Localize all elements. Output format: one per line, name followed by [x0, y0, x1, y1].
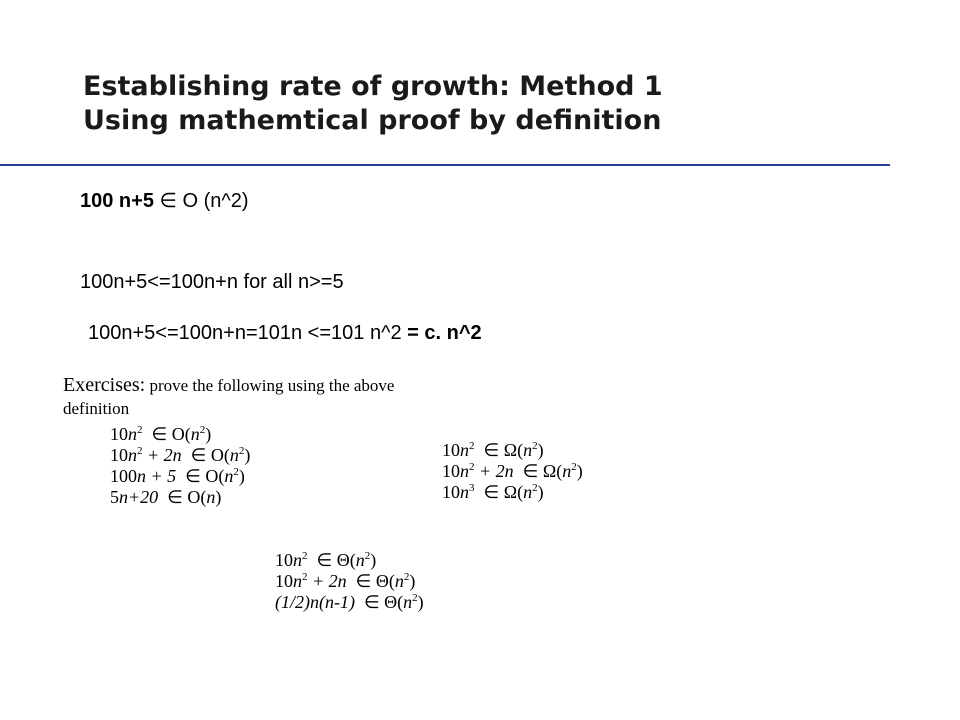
- argument-variable: n: [523, 482, 533, 502]
- title-line-2: Using mathemtical proof by definition: [83, 105, 662, 136]
- extra-terms: + 2n: [142, 445, 182, 465]
- exponent: 2: [302, 550, 308, 562]
- exponent: 2: [469, 461, 475, 473]
- coefficient: 10: [442, 461, 460, 481]
- proof-step-1: 100n+5<=100n+n for all n>=5: [80, 271, 344, 293]
- argument-variable: n: [224, 466, 234, 486]
- variable: n: [293, 550, 302, 570]
- argument-exponent: 2: [532, 440, 538, 452]
- extra-terms: + 2n: [474, 461, 514, 481]
- coefficient: 10: [442, 482, 460, 502]
- exercise-item: $10n^2 + 2n$ ∈ $\Omega(n^2)$: [442, 461, 583, 481]
- argument-exponent: 2: [238, 445, 245, 457]
- coefficient: 10: [110, 445, 128, 465]
- argument-exponent: 2: [412, 592, 418, 604]
- element-of-symbol: ∈: [355, 571, 372, 591]
- variable: n: [128, 424, 137, 444]
- exercise-item: $10n^2 + 2n$ ∈ $O(n^2)$: [110, 445, 251, 465]
- exercise-item: $10n^2 + 2n$ ∈ $\Theta(n^2)$: [275, 571, 416, 591]
- argument-variable: n: [394, 571, 404, 591]
- complexity-class: O: [205, 466, 219, 486]
- exercise-item: $10n^2$ ∈ $O(n^2)$: [110, 424, 212, 444]
- argument-exponent: 2: [571, 461, 577, 473]
- proof-step-2-text: 100n+5<=100n+n=101n <=101 n^2: [88, 322, 408, 344]
- exercise-item: $10n^2$ ∈ $\Theta(n^2)$: [275, 550, 377, 570]
- argument-exponent: 2: [233, 466, 239, 478]
- big-o-exercises: [110, 424, 250, 508]
- argument-variable: n: [355, 550, 365, 570]
- theta-exercises: [275, 550, 424, 613]
- exponent: 2: [137, 424, 143, 436]
- coefficient: 5: [110, 487, 119, 507]
- omega-exercises: [442, 440, 583, 503]
- element-of-symbol: ∈: [522, 461, 539, 481]
- extra-terms: +20: [128, 487, 159, 507]
- exercises-instruction: prove the following using the above: [145, 376, 395, 395]
- argument-variable: n: [229, 445, 239, 465]
- proof-step-2-conclusion: = c. n^2: [407, 322, 482, 344]
- element-of-symbol: ∈: [167, 487, 183, 507]
- coefficient: 10: [275, 550, 293, 570]
- slide-title: [83, 70, 663, 138]
- coefficient: 100: [110, 466, 137, 486]
- variable: n: [119, 487, 128, 507]
- argument-variable: n: [562, 461, 572, 481]
- variable: n: [128, 445, 137, 465]
- element-of-symbol: ∈: [151, 424, 168, 444]
- complexity-class: Ω: [503, 440, 518, 460]
- exponent: 2: [302, 571, 308, 583]
- element-of-symbol: ∈: [483, 482, 500, 502]
- exercise-item: $10n^2$ ∈ $\Omega(n^2)$: [442, 440, 544, 460]
- coefficient: 10: [442, 440, 460, 460]
- argument-variable: n: [403, 592, 413, 612]
- exponent: 2: [469, 440, 475, 452]
- title-divider: [0, 164, 890, 166]
- coefficient: 10: [275, 571, 293, 591]
- element-of-symbol: ∈: [185, 466, 201, 486]
- argument-exponent: 2: [403, 571, 410, 583]
- expression: (1/2)n(n-1): [275, 592, 355, 612]
- complexity-class: O: [171, 424, 185, 444]
- complexity-class: Θ: [375, 571, 389, 591]
- claim-statement: [80, 188, 249, 213]
- variable: n: [293, 571, 302, 591]
- title-line-1: Establishing rate of growth: Method 1: [83, 71, 663, 102]
- variable: n: [460, 482, 469, 502]
- exercise-item: $10n^3$ ∈ $\Omega(n^2)$: [442, 482, 544, 502]
- variable: n: [460, 440, 469, 460]
- exponent: 2: [137, 445, 143, 457]
- exponent: 3: [469, 482, 475, 494]
- argument-exponent: 2: [532, 482, 538, 494]
- extra-terms: + 5: [146, 466, 177, 486]
- claim-right: O (n^2): [182, 190, 249, 212]
- element-of-symbol: ∈: [363, 592, 380, 612]
- argument-variable: n: [206, 487, 216, 507]
- complexity-class: Ω: [503, 482, 518, 502]
- complexity-class: Θ: [384, 592, 398, 612]
- proof-step-2: [88, 322, 482, 345]
- extra-terms: + 2n: [307, 571, 347, 591]
- argument-variable: n: [523, 440, 533, 460]
- variable: n: [460, 461, 469, 481]
- complexity-class: Ω: [542, 461, 557, 481]
- element-of-symbol: ∈: [483, 440, 500, 460]
- argument-exponent: 2: [364, 550, 371, 562]
- argument-variable: n: [190, 424, 200, 444]
- argument-exponent: 2: [199, 424, 206, 436]
- exercises-label: Exercises:: [63, 374, 146, 396]
- element-of-symbol: ∈: [316, 550, 333, 570]
- complexity-class: O: [187, 487, 201, 507]
- exercises-heading: [63, 374, 394, 397]
- exercise-item: (1/2)n(n-1) ∈ $\Theta(n^2)$: [275, 592, 424, 612]
- exercise-item: 100n + 5 ∈ $O(n^2)$: [110, 466, 245, 486]
- complexity-class: Θ: [336, 550, 350, 570]
- exercise-item: 5n+20 ∈ O(n): [110, 487, 222, 507]
- coefficient: 10: [110, 424, 128, 444]
- exercises-heading-cont: definition: [63, 399, 130, 418]
- complexity-class: O: [210, 445, 224, 465]
- variable: n: [137, 466, 146, 486]
- claim-left: 100 n+5: [80, 190, 154, 212]
- element-of-symbol: ∈: [159, 190, 177, 212]
- element-of-symbol: ∈: [190, 445, 207, 465]
